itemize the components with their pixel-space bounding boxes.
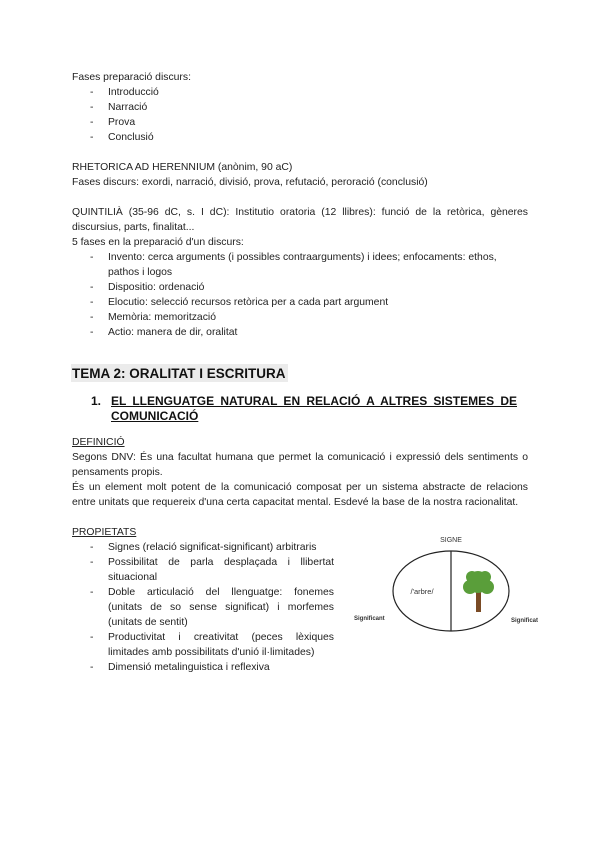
- tree-leaves: [479, 571, 491, 583]
- section-title: EL LLENGUATGE NATURAL EN RELACIÓ A ALTRES SISTEMES DE COMUNICACIÓ: [111, 394, 517, 423]
- section-number: 1.: [91, 394, 102, 408]
- list-item: - Productivitat i creativitat (peces lèxiques limitades amb possibilitats d'unió il·limitades): [72, 630, 334, 660]
- list-item: - Doble articulació del llenguatge: fonemes (unitats de so sense significat) i morfemes (unitats de sentit): [72, 585, 334, 630]
- list-item: - Dispositio: ordenació: [72, 280, 528, 295]
- list-item: - Dimensió metalinguistica i reflexiva: [72, 660, 334, 675]
- signe-diagram-svg: [354, 537, 540, 637]
- tema-heading: TEMA 2: ORALITAT I ESCRITURA: [72, 366, 286, 381]
- definicio-paragraph-1: Segons DNV: És una facultat humana que permet la comunicació i expressió dels sentiments o pensaments propis.: [72, 452, 528, 478]
- diagram-title: SIGNE: [440, 537, 462, 544]
- significant-label: Significant: [354, 616, 385, 622]
- tree-leaves: [466, 571, 478, 583]
- tree-trunk: [476, 592, 481, 612]
- sign-word: /'arbre/: [410, 587, 434, 596]
- section-heading: [72, 394, 528, 424]
- propietats-heading: PROPIETATS: [72, 527, 137, 538]
- propietats-section: [72, 525, 538, 675]
- list-item: - Actio: manera de dir, oralitat: [72, 325, 528, 340]
- quintilia-subheading: 5 fases en la preparació d'un discurs:: [72, 237, 244, 248]
- definicio-paragraph-2: És un element molt potent de la comunicació composat per un sistema abstracte de relacions entre unitats que requereix d'una certa capacitat mental. Esdevé la base de la nostra racionalitat.: [72, 482, 528, 508]
- list-item: - Introducció: [72, 85, 528, 100]
- list-item: - Signes (relació significat-significant) arbitraris: [72, 540, 334, 555]
- list-item: - Invento: cerca arguments (i possibles contraarguments) i idees; enfocaments: ethos, pathos i logos: [72, 250, 528, 280]
- signe-diagram: [354, 537, 540, 637]
- list-item: - Possibilitat de parla desplaçada i llibertat situacional: [72, 555, 334, 585]
- rhetorica-title: RHETORICA AD HERENNIUM (anònim, 90 aC): [72, 162, 293, 173]
- fases-list: [72, 85, 528, 145]
- quintilia-list: [72, 250, 528, 340]
- fases-heading: Fases preparació discurs:: [72, 72, 191, 83]
- quintilia-intro: QUINTILIÀ (35-96 dC, s. I dC): Institutio oratoria (12 llibres): funció de la retòrica, gèneres discursius, parts, finalitat...: [72, 207, 528, 233]
- rhetorica-fases: Fases discurs: exordi, narració, divisió, prova, refutació, peroració (conclusió): [72, 177, 428, 188]
- document-page: [72, 70, 538, 675]
- list-item: - Elocutio: selecció recursos retòrica per a cada part argument: [72, 295, 528, 310]
- list-item: - Narració: [72, 100, 528, 115]
- list-item: - Conclusió: [72, 130, 528, 145]
- definicio-heading: DEFINICIÓ: [72, 437, 125, 448]
- list-item: - Memòria: memorització: [72, 310, 528, 325]
- significat-label: Significat: [510, 618, 538, 624]
- list-item: - Prova: [72, 115, 528, 130]
